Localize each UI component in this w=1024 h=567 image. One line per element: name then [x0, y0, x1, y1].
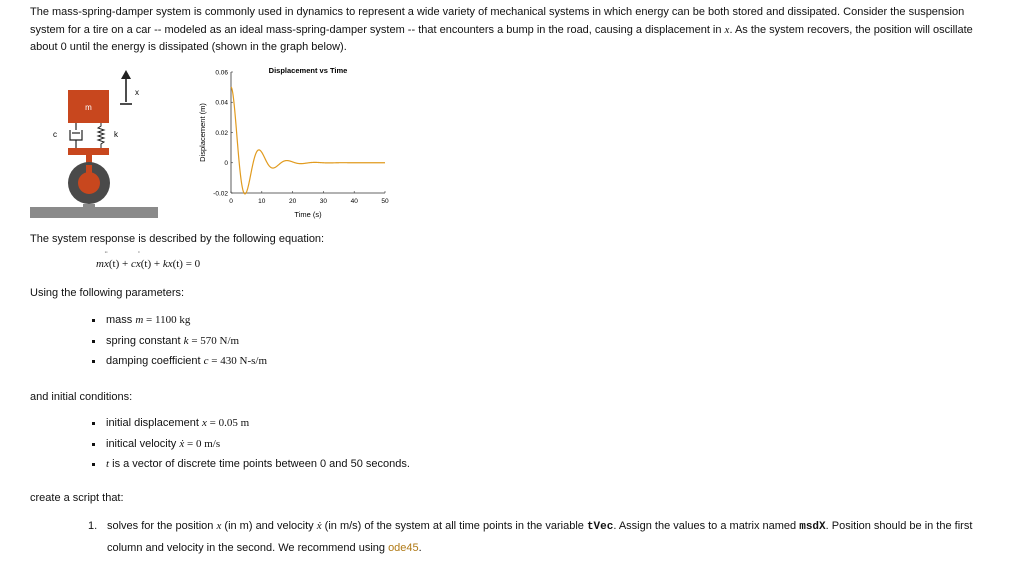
- x-double-dot: x ¨: [103, 250, 109, 270]
- y-tick-label: 0.06: [215, 69, 228, 77]
- var-x: x: [724, 23, 730, 36]
- ode45-link[interactable]: ode45: [388, 541, 419, 554]
- list-item: damping coefficient c = 430 N-s/m: [90, 351, 267, 372]
- damper-cylinder: [70, 130, 82, 140]
- chart-title: Displacement vs Time: [268, 66, 348, 75]
- y-tick-label: -0.02: [213, 190, 228, 198]
- ic-intro: and initial conditions:: [30, 391, 133, 403]
- list-item: t is a vector of discrete time points between 0 and 50 seconds.: [90, 454, 410, 475]
- x-label: x: [135, 88, 139, 97]
- x-tick-label: 40: [350, 198, 358, 205]
- intro-text-2: . As the system recovers, the position will oscillate about 0 until the energy is dissipated (shown in the graph below).: [30, 23, 973, 53]
- params-list: [90, 310, 267, 372]
- displacement-chart: [196, 62, 406, 227]
- response-text: The system response is described by the following equation:: [30, 233, 325, 245]
- code-msdx: msdX: [799, 521, 826, 533]
- equation: mx ¨ (t) + cx ˙ (t) + kx(t) = 0: [96, 250, 201, 270]
- road: [30, 207, 158, 218]
- y-tick-label: 0.02: [215, 129, 228, 137]
- y-axis-label: Displacement (m): [198, 103, 207, 162]
- list-item: initical velocity ẋ = 0 m/s: [90, 434, 410, 455]
- spring-coil: [98, 123, 104, 148]
- task-list: [88, 516, 988, 558]
- x-arrow-head: [121, 70, 131, 79]
- mass-label: m: [85, 103, 92, 112]
- list-item: spring constant k = 570 N/m: [90, 331, 267, 352]
- x-tick-label: 20: [288, 198, 297, 205]
- axle-plate: [68, 148, 109, 155]
- chart-axes: [213, 69, 389, 205]
- list-item: initial displacement x = 0.05 m: [90, 413, 410, 434]
- x-tick-label: 10: [258, 198, 266, 205]
- series-line-displacement: [231, 87, 385, 194]
- c-label: c: [53, 130, 57, 139]
- k-label: k: [114, 130, 118, 139]
- list-item: 1. solves for the position x (in m) and velocity ẋ (in m/s) of the system at all time points in the variable tVec. Assign the values to a matrix named msdX. Position should be in the first column and velocity in the second. We recommend using ode45.: [88, 520, 973, 554]
- create-intro: create a script that:: [30, 492, 124, 504]
- intro-paragraph: [30, 4, 990, 57]
- list-item: mass m = 1100 kg: [90, 310, 267, 331]
- x-tick-label: 50: [381, 198, 389, 205]
- x-tick-label: 0: [229, 198, 233, 205]
- x-dot: x ˙: [135, 250, 141, 270]
- code-tvec: tVec: [586, 521, 614, 533]
- ic-list: [90, 413, 410, 475]
- y-tick-label: 0: [224, 160, 228, 168]
- mass-spring-damper-diagram: [28, 62, 162, 222]
- x-axis-label: Time (s): [294, 210, 322, 219]
- intro-text-1: The mass-spring-damper system is commonly used in dynamics to represent a wide variety of mechanical systems in which energy can be both stored and dissipated. Consider the suspension system for a tire on a car -- modeled as an ideal mass-spring-damper system -- that encounters a bump in the road, causing a displacement in: [30, 6, 965, 36]
- y-tick-label: 0.04: [215, 99, 228, 107]
- params-intro: Using the following parameters:: [30, 287, 185, 299]
- x-tick-label: 30: [319, 198, 328, 205]
